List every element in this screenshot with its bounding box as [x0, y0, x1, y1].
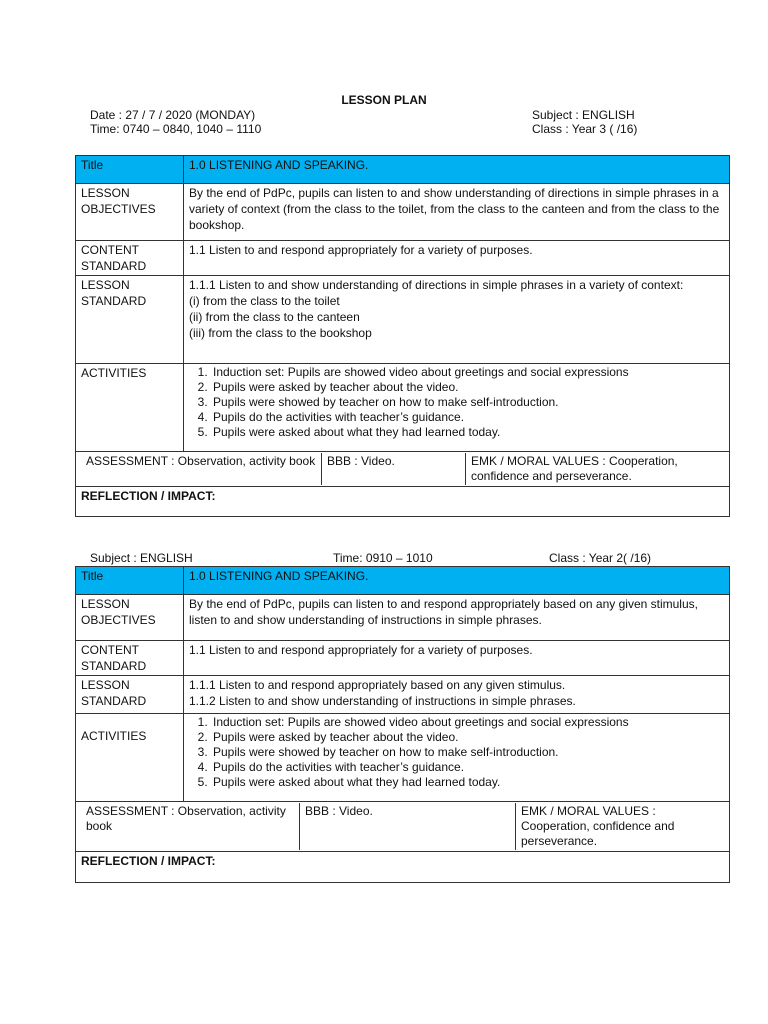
emk-text: EMK / MORAL VALUES : Cooperation, confidence and perseverance. [471, 454, 678, 483]
activity-item: 3. Pupils were showed by teacher on how to make self-introduction. [211, 395, 724, 410]
assessment-row [76, 452, 730, 487]
assessment-text: ASSESSMENT : Observation, activity book [81, 803, 300, 850]
page-title: LESSON PLAN [341, 93, 427, 107]
activity-item: 2. Pupils were asked by teacher about the video. [211, 380, 724, 395]
lesson-standard-line: (iii) from the class to the bookshop [189, 326, 372, 340]
content-standard-label: CONTENT STANDARD [76, 241, 184, 276]
activity-item: 5. Pupils were asked about what they had learned today. [211, 775, 724, 790]
subject-text-2: Subject : ENGLISH [90, 551, 193, 565]
lesson-standard-line: (i) from the class to the toilet [189, 294, 340, 308]
activity-item: 1. Induction set: Pupils are showed video about greetings and social expressions [211, 365, 724, 380]
lesson-standard-label: LESSON STANDARD [76, 676, 184, 714]
activity-item: 4. Pupils do the activities with teacher’s guidance. [211, 760, 724, 775]
time-text: Time: 0740 – 0840, 1040 – 1110 [90, 122, 262, 136]
lesson-standard-line: 1.1.2 Listen to and show understanding of instructions in simple phrases. [189, 694, 576, 708]
title-value: 1.0 LISTENING AND SPEAKING. [184, 567, 730, 595]
lesson-plan-table-2 [75, 566, 730, 883]
activity-item: 4. Pupils do the activities with teacher’s guidance. [211, 410, 724, 425]
activities-list [189, 715, 724, 790]
activities-cell [184, 364, 730, 452]
content-standard-label: CONTENT STANDARD [76, 641, 184, 676]
activities-label: ACTIVITIES [76, 364, 184, 452]
emk-text: EMK / MORAL VALUES : Cooperation, confidence and perseverance. [521, 804, 675, 848]
title-label: Title [76, 156, 184, 184]
activity-item: 2. Pupils were asked by teacher about the video. [211, 730, 724, 745]
lesson-standard-line: 1.1.1 Listen to and respond appropriately based on any given stimulus. [189, 678, 566, 692]
bbb-text: BBB : Video. [300, 803, 516, 850]
reflection-label: REFLECTION / IMPACT: [76, 852, 730, 883]
activities-label: ACTIVITIES [76, 714, 184, 802]
lesson-standard-label: LESSON STANDARD [76, 276, 184, 364]
title-label: Title [76, 567, 184, 595]
objectives-text: By the end of PdPc, pupils can listen to and show understanding of directions in simple phrases in a variety of context (from the class to the toilet, from the class to the canteen and from the class to the bookshop. [184, 184, 730, 241]
content-standard-text: 1.1 Listen to and respond appropriately for a variety of purposes. [184, 241, 730, 276]
lesson-standard-line: 1.1.1 Listen to and show understanding of directions in simple phrases in a variety of context: [189, 278, 684, 292]
assessment-text: ASSESSMENT : Observation, activity book [81, 453, 322, 485]
objectives-label: LESSON OBJECTIVES [76, 184, 184, 241]
lesson-standard-line: (ii) from the class to the canteen [189, 310, 360, 324]
lesson-standard-cell [184, 276, 730, 364]
reflection-label: REFLECTION / IMPACT: [76, 487, 730, 517]
content-standard-text: 1.1 Listen to and respond appropriately for a variety of purposes. [184, 641, 730, 676]
activity-item: 1. Induction set: Pupils are showed video about greetings and social expressions [211, 715, 724, 730]
activity-item: 5. Pupils were asked about what they had learned today. [211, 425, 724, 440]
objectives-text: By the end of PdPc, pupils can listen to and respond appropriately based on any given stimulus, listen to and show understanding of instructions in simple phrases. [184, 595, 730, 641]
activities-list [189, 365, 724, 440]
lesson-plan-table-1 [75, 155, 730, 517]
objectives-label: LESSON OBJECTIVES [76, 595, 184, 641]
date-text: Date : 27 / 7 / 2020 (MONDAY) [90, 108, 256, 122]
lesson-standard-cell [184, 676, 730, 714]
subject-text: Subject : ENGLISH [532, 108, 635, 122]
time-text-2: Time: 0910 – 1010 [333, 551, 433, 565]
assessment-row [76, 802, 730, 852]
activities-cell [184, 714, 730, 802]
class-text-2: Class : Year 2( /16) [549, 551, 652, 565]
class-text: Class : Year 3 ( /16) [532, 122, 638, 136]
activity-item: 3. Pupils were showed by teacher on how to make self-introduction. [211, 745, 724, 760]
bbb-text: BBB : Video. [322, 453, 466, 485]
title-value: 1.0 LISTENING AND SPEAKING. [184, 156, 730, 184]
